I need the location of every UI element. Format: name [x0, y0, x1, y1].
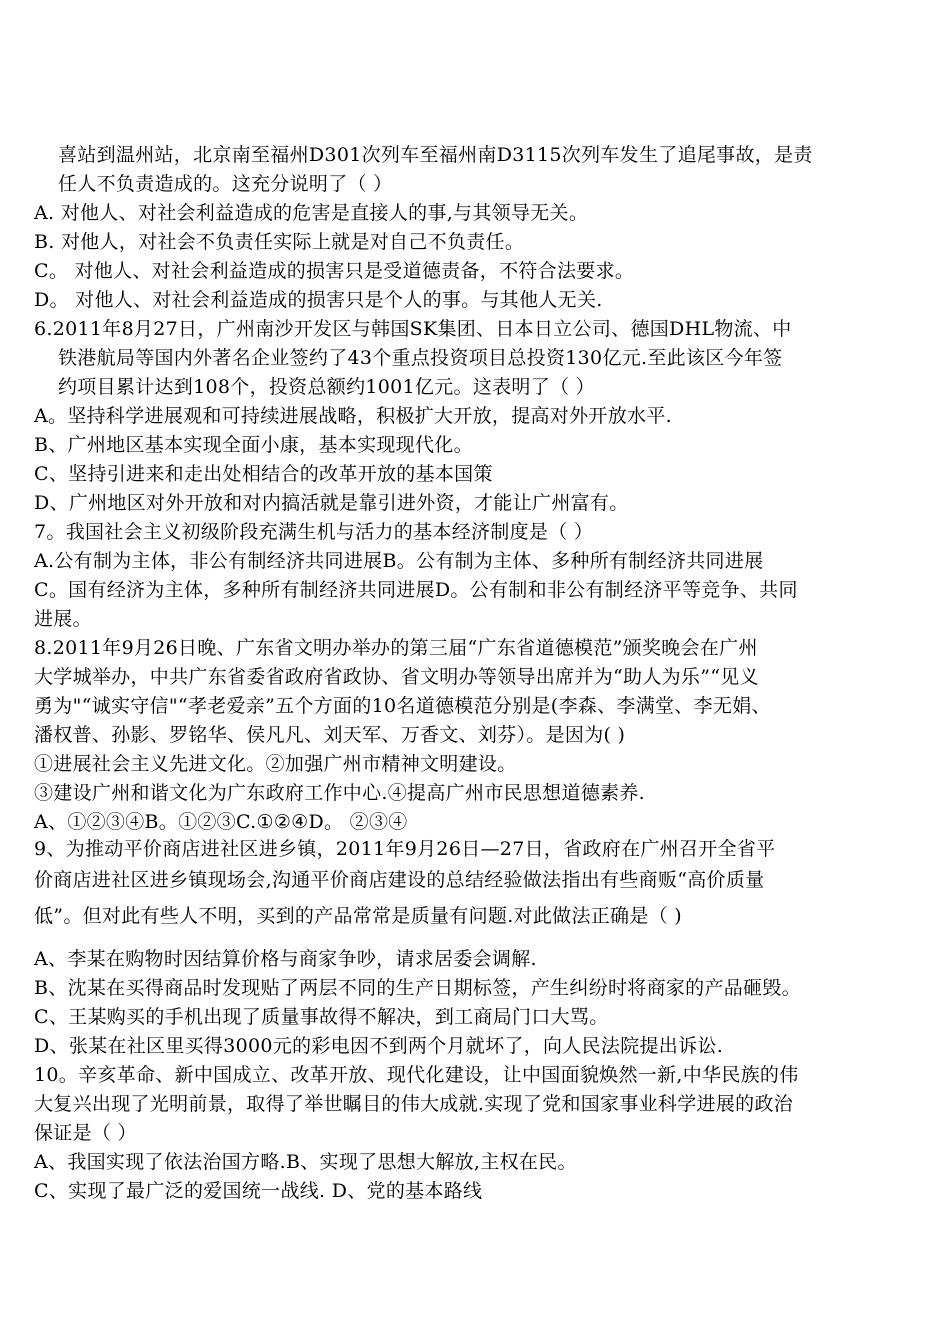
question-9-option-a: A、李某在购物时因结算价格与商家争吵，请求居委会调解. [34, 948, 537, 970]
question-8-line-2: 大学城举办，中共广东省委省政府省政协、省文明办等领导出席并为“助人为乐”“见义 [34, 666, 759, 688]
option-d-line: D。 对他人、对社会利益造成的损害只是个人的事。与其他人无关. [34, 289, 603, 311]
option-a-line: A. 对他人、对社会利益造成的危害是直接人的事,与其领导无关。 [34, 202, 589, 224]
question-6-option-a: A。坚持科学进展观和可持续进展战略，积极扩大开放，提高对外开放水平. [34, 405, 672, 427]
question-9-line-1: 9、为推动平价商店进社区进乡镇，2011年9月26日—27日，省政府在广州召开全省平 [34, 838, 776, 860]
question-8-line-1: 8.2011年9月26日晚、广东省文明办举办的第三届“广东省道德模范”颁奖晚会在广州 [34, 637, 758, 659]
question-9-option-d: D、张某在社区里买得3000元的彩电因不到两个月就坏了，向人民法院提出诉讼. [34, 1035, 724, 1057]
question-7-line: 7。我国社会主义初级阶段充满生机与活力的基本经济制度是（ ） [34, 521, 594, 543]
question-7-options-cd-cont: 进展。 [34, 608, 92, 630]
question-6-line-1: 6.2011年8月27日，广州南沙开发区与韩国SK集团、日本日立公司、德国DHL物流、中 [34, 318, 792, 340]
question-9-option-b: B、沈某在买得商品时发现贴了两层不同的生产日期标签，产生纠纷时将商家的产品砸毁。 [34, 977, 801, 999]
question-6-line-3: 约项目累计达到108个，投资总额约1001亿元。这表明了（ ） [58, 376, 595, 398]
question-8-statements-2: ③建设广州和谐文化为广东政府工作中心.④提高广州市民思想道德素养. [34, 782, 645, 804]
question-10-line-3: 保证是（ ） [34, 1122, 137, 1144]
question-10-options-ab: A、我国实现了依法治国方略.B、实现了思想大解放,主权在民。 [34, 1151, 577, 1173]
question-7-options-ab: A.公有制为主体，非公有制经济共同进展B。公有制为主体、多种所有制经济共同进展 [34, 550, 764, 572]
question-8-statements-1: ①进展社会主义先进文化。②加强广州市精神文明建设。 [34, 753, 517, 775]
question-9-option-c: C、王某购买的手机出现了质量事故得不解决，到工商局门口大骂。 [34, 1006, 609, 1028]
option-b-line: B. 对他人，对社会不负责任实际上就是对自己不负责任。 [34, 231, 525, 253]
question-8-line-3: 勇为"“诚实守信"“孝老爱亲”五个方面的10名道德模范分别是(李森、李满堂、李无娟、 [34, 695, 771, 717]
question-6-line-2: 铁港航局等国内外著名企业签约了43个重点投资项目总投资130亿元.至此该区今年签 [58, 347, 783, 369]
text-line-1: 喜站到温州站，北京南至福州D301次列车至福州南D3115次列车发生了追尾事故，是责 [58, 144, 813, 166]
question-10-options-cd: C、实现了最广泛的爱国统一战线. D、党的基本路线 [34, 1180, 483, 1202]
question-6-option-d: D、广州地区对外开放和对内搞活就是靠引进外资，才能让广州富有。 [34, 492, 629, 514]
question-8-options: A、①②③④B。①②③C.①②④D。 ②③④ [34, 811, 408, 833]
question-7-options-cd: C。国有经济为主体，多种所有制经济共同进展D。公有制和非公有制经济平等竞争、共同 [34, 579, 798, 601]
question-10-line-2: 大复兴出现了光明前景，取得了举世瞩目的伟大成就.实现了党和国家事业科学进展的政治 [34, 1093, 794, 1115]
question-6-option-b: B、广州地区基本实现全面小康，基本实现现代化。 [34, 434, 473, 456]
question-9-line-3: 低”。但对此有些人不明，买到的产品常常是质量有问题.对此做法正确是（ ) [34, 905, 683, 927]
question-9-line-2: 价商店进社区进乡镇现场会,沟通平价商店建设的总结经验做法指出有些商贩“高价质量 [34, 869, 765, 891]
question-10-line-1: 10。辛亥革命、新中国成立、改革开放、现代化建设，让中国面貌焕然一新,中华民族的伟 [34, 1064, 799, 1086]
question-8-line-4: 潘权普、孙影、罗铭华、侯凡凡、刘天军、万香文、刘芬）。是因为( ) [34, 724, 626, 746]
question-6-option-c: C、坚持引进来和走出处相结合的改革开放的基本国策 [34, 463, 493, 485]
text-line-2: 任人不负责造成的。这充分说明了（ ） [58, 173, 393, 195]
option-c-line: C。 对他人、对社会利益造成的损害只是受道德责备，不符合法要求。 [34, 260, 635, 282]
